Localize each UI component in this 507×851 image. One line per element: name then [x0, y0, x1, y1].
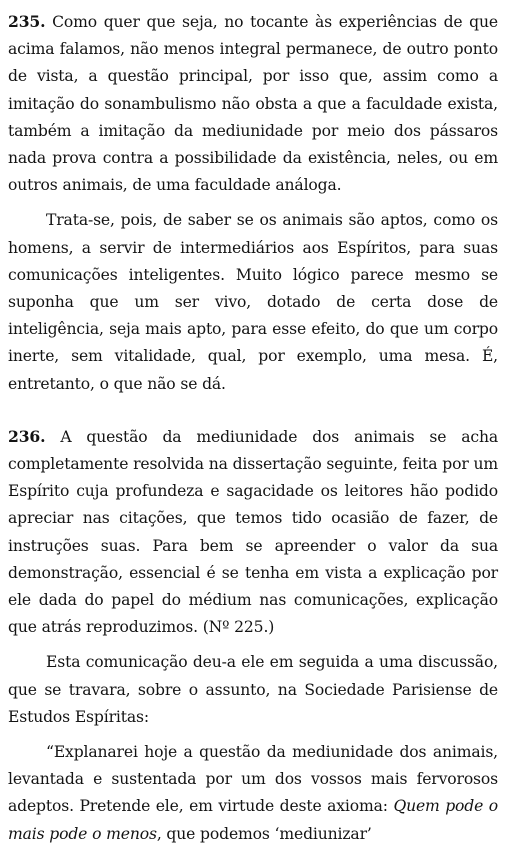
paragraph-236 — [8, 423, 498, 642]
paragraph-number: 236. — [8, 426, 46, 446]
document-page — [8, 8, 498, 848]
paragraph-236-quote — [8, 739, 498, 848]
paragraph-235-continuation: Trata-se, pois, de saber se os animais são aptos, como os homens, a servir de intermediários aos Espíritos, para suas comunicações inteligentes. Muito lógico parece mesmo se suponha que um ser vivo, dotado de certa dose de inteligência, seja mais apto, para esse efeito, do que um corpo inerte, sem vitalidade, qual, por exemplo, uma mesa. É, entretanto, o que não se dá. — [8, 211, 498, 393]
paragraph-text: A questão da mediunidade dos animais se acha completamente resolvida na dissertação seguinte, feita por um Espírito cuja profundeza e sagacidade os leitores hão podido apreciar nas citações, que temos tido ocasião de fazer, de instruções suas. Para bem se apreender o valor da sua demonstração, essencial é se tenha em vista a explicação por ele dada do papel do médium nas comunicações, explicação que atrás reproduzimos. (Nº 225.) — [8, 427, 498, 637]
paragraph-235 — [8, 8, 498, 199]
quote-text-end: , que podemos ‘mediunizar’ — [156, 824, 372, 843]
paragraph-number: 235. — [8, 12, 46, 31]
paragraph-236-continuation: Esta comunicação deu-a ele em seguida a uma discussão, que se travara, sobre o assunto, na Sociedade Parisiense de Estudos Espíritas: — [8, 653, 498, 726]
paragraph-text: Como quer que seja, no tocante às experiências de que acima falamos, não menos integral permanece, de outro ponto de vista, a questão principal, por isso que, assim como a imitação do sonambulismo não obsta a que a faculdade exista, também a imitação da mediunidade por meio dos pássaros nada prova contra a possibilidade da existência, neles, ou em outros animais, de uma faculdade análoga. — [8, 13, 498, 195]
quote-text: “Explanarei hoje a questão da mediunidade dos animais, levantada e sustentada por um dos vossos mais fervorosos adeptos. Pretende ele, em virtude deste axioma: — [8, 743, 498, 816]
quote-axiom: Quem pode o mais pode o menos — [8, 797, 498, 843]
